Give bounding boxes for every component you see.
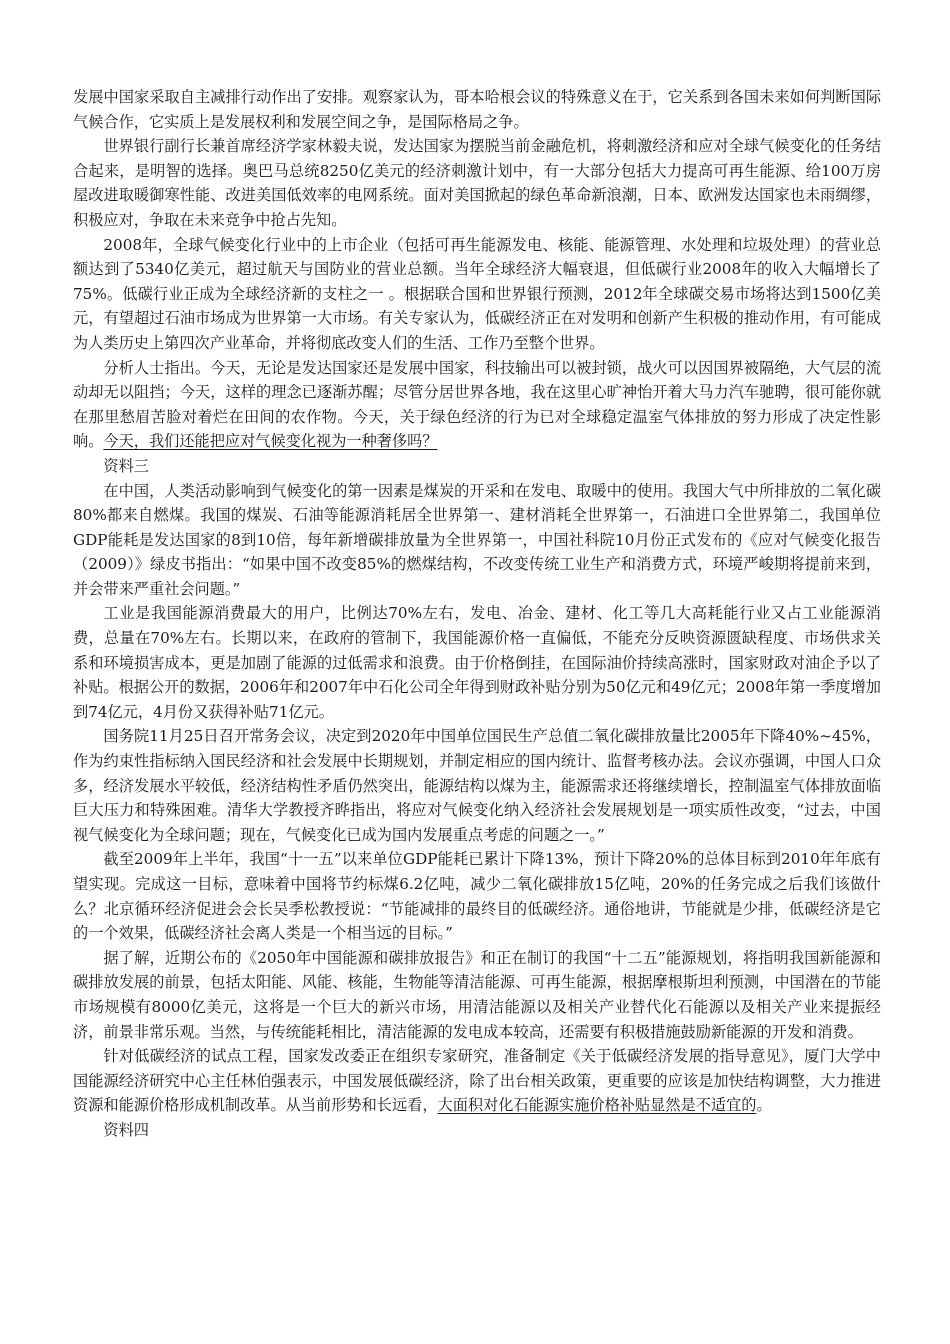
underlined-question: 今天，我们还能把应对气候变化视为一种奢侈吗？	[103, 432, 438, 451]
paragraph-1: 发展中国家采取自主减排行动作出了安排。观察家认为，哥本哈根会议的特殊意义在于，它关系到各国未来如何判断国际气候合作，它实质上是发展权利和发展空间之争，是国际格局之争。	[73, 88, 881, 131]
paragraph-9: 据了解，近期公布的《2050年中国能源和碳排放报告》和正在制订的我国“十二五”能源规划，将指明我国新能源和碳排放发展的前景，包括太阳能、风能、核能，生物能等清洁能源、可再生能源，根据摩根斯坦利预测，中国潜在的节能市场规模有8000亿美元，这将是一个巨大的新兴市场，用清洁能源以及相关产业替代化石能源以及相关产业来提振经济，前景非常乐观。当然，与传统能耗相比，清洁能源的发电成本较高，还需要有积极措施鼓励新能源的开发和消费。	[73, 948, 881, 1041]
section-heading-material-4: 资料四	[103, 1120, 149, 1139]
paragraph-7: 国务院11月25日召开常务会议，决定到2020年中国单位国民生产总值二氧化碳排放量比2005年下降40%~45%，作为约束性指标纳入国民经济和社会发展中长期规划，并制定相应的国内统计、监督考核办法。会议亦强调，中国人口众多，经济发展水平较低，经济结构性矛盾仍然突出，能源结构以煤为主，能源需求还将继续增长，控制温室气体排放面临巨大压力和特殊困难。清华大学教授齐晔指出，将应对气候变化纳入经济社会发展规划是一项实质性改变，“过去，中国视气候变化为全球问题；现在，气候变化已成为国内发展重点考虑的问题之一。”	[73, 727, 881, 844]
paragraph-4: 分析人士指出。今天，无论是发达国家还是发展中国家，科技输出可以被封锁，战火可以因国界被隔绝，大气层的流动却无以阻挡；今天，这样的理念已逐渐苏醒；尽管分居世界各地，我在这里心旷神怡开着大马力汽车驰聘，很可能你就在那里愁眉苦脸对着烂在田间的农作物。今天，关于绿色经济的行为已对全球稳定温室气体排放的努力形成了决定性影响。今天，我们还能把应对气候变化视为一种奢侈吗？	[73, 358, 881, 451]
section-heading-material-3: 资料三	[103, 456, 149, 475]
paragraph-2: 世界银行副行长兼首席经济学家林毅夫说，发达国家为摆脱当前金融危机，将刺激经济和应对全球气候变化的任务结合起来，是明智的选择。奥巴马总统8250亿美元的经济刺激计划中，有一大部分包括大力提高可再生能源、给100万房屋改进取暖御寒性能、改进美国低效率的电网系统。面对美国掀起的绿色革命新浪潮，日本、欧洲发达国家也未雨绸缪，积极应对，争取在未来竞争中抢占先知。	[73, 137, 881, 229]
paragraph-10: 针对低碳经济的试点工程，国家发改委正在组织专家研究，准备制定《关于低碳经济发展的指导意见》，厦门大学中国能源经济研究中心主任林伯强表示，中国发展低碳经济，除了出台相关政策，更重要的应该是加快结构调整，大力推进资源和能源价格形成机制改革。从当前形势和长远看，大面积对化石能源实施价格补贴显然是不适宜的。	[73, 1047, 881, 1115]
document-body	[73, 85, 881, 1143]
paragraph-8: 截至2009年上半年，我国“十一五”以来单位GDP能耗已累计下降13%，预计下降20%的总体目标到2010年年底有望实现。完成这一目标，意味着中国将节约标煤6.2亿吨，减少二氧化碳排放15亿吨，20%的任务完成之后我们该做什么？北京循环经济促进会会长吴季松教授说：“节能减排的最终目的低碳经济。通俗地讲，节能就是少排，低碳经济是它的一个效果，低碳经济社会离人类是一个相当远的目标。”	[73, 850, 881, 943]
underlined-statement: 大面积对化石能源实施价格补贴显然是不适宜的	[437, 1096, 757, 1115]
paragraph-5: 在中国，人类活动影响到气候变化的第一因素是煤炭的开采和在发电、取暖中的使用。我国大气中所排放的二氧化碳80%都来自燃煤。我国的煤炭、石油等能源消耗居全世界第一、建材消耗全世界第一，石油进口全世界第二，我国单位GDP能耗是发达国家的8到10倍，每年新增碳排放量为全世界第一，中国社科院10月份正式发布的《应对气候变化报告（2009）》绿皮书指出：“如果中国不改变85%的燃煤结构，不改变传统工业生产和消费方式，环境严峻期将提前来到，并会带来严重社会问题。”	[73, 481, 881, 598]
paragraph-3: 2008年，全球气候变化行业中的上市企业（包括可再生能源发电、核能、能源管理、水处理和垃圾处理）的营业总额达到了5340亿美元，超过航天与国防业的营业总额。当年全球经济大幅衰退，但低碳行业2008年的收入大幅增长了75%。低碳行业正成为全球经济新的支柱之一 。根据联合国和世界银行预测，2012年全球碳交易市场将达到1500亿美元，有望超过石油市场成为世界第一大市场。有关专家认为，低碳经济正在对发明和创新产生积极的推动作用，有可能成为人类历史上第四次产业革命，并将彻底改变人们的生活、工作乃至整个世界。	[73, 235, 881, 352]
paragraph-6: 工业是我国能源消费最大的用户，比例达70%左右，发电、冶金、建材、化工等几大高耗能行业又占工业能源消费，总量在70%左右。长期以来，在政府的管制下，我国能源价格一直偏低，不能充分反映资源匮缺程度、市场供求关系和环境损害成本，更是加剧了能源的过低需求和浪费。由于价格倒挂，在国际油价持续高涨时，国家财政对油企予以了补贴。根据公开的数据，2006年和2007年中石化公司全年得到财政补贴分别为50亿元和49亿元；2008年第一季度增加到74亿元，4月份又获得补贴71亿元。	[73, 604, 881, 721]
